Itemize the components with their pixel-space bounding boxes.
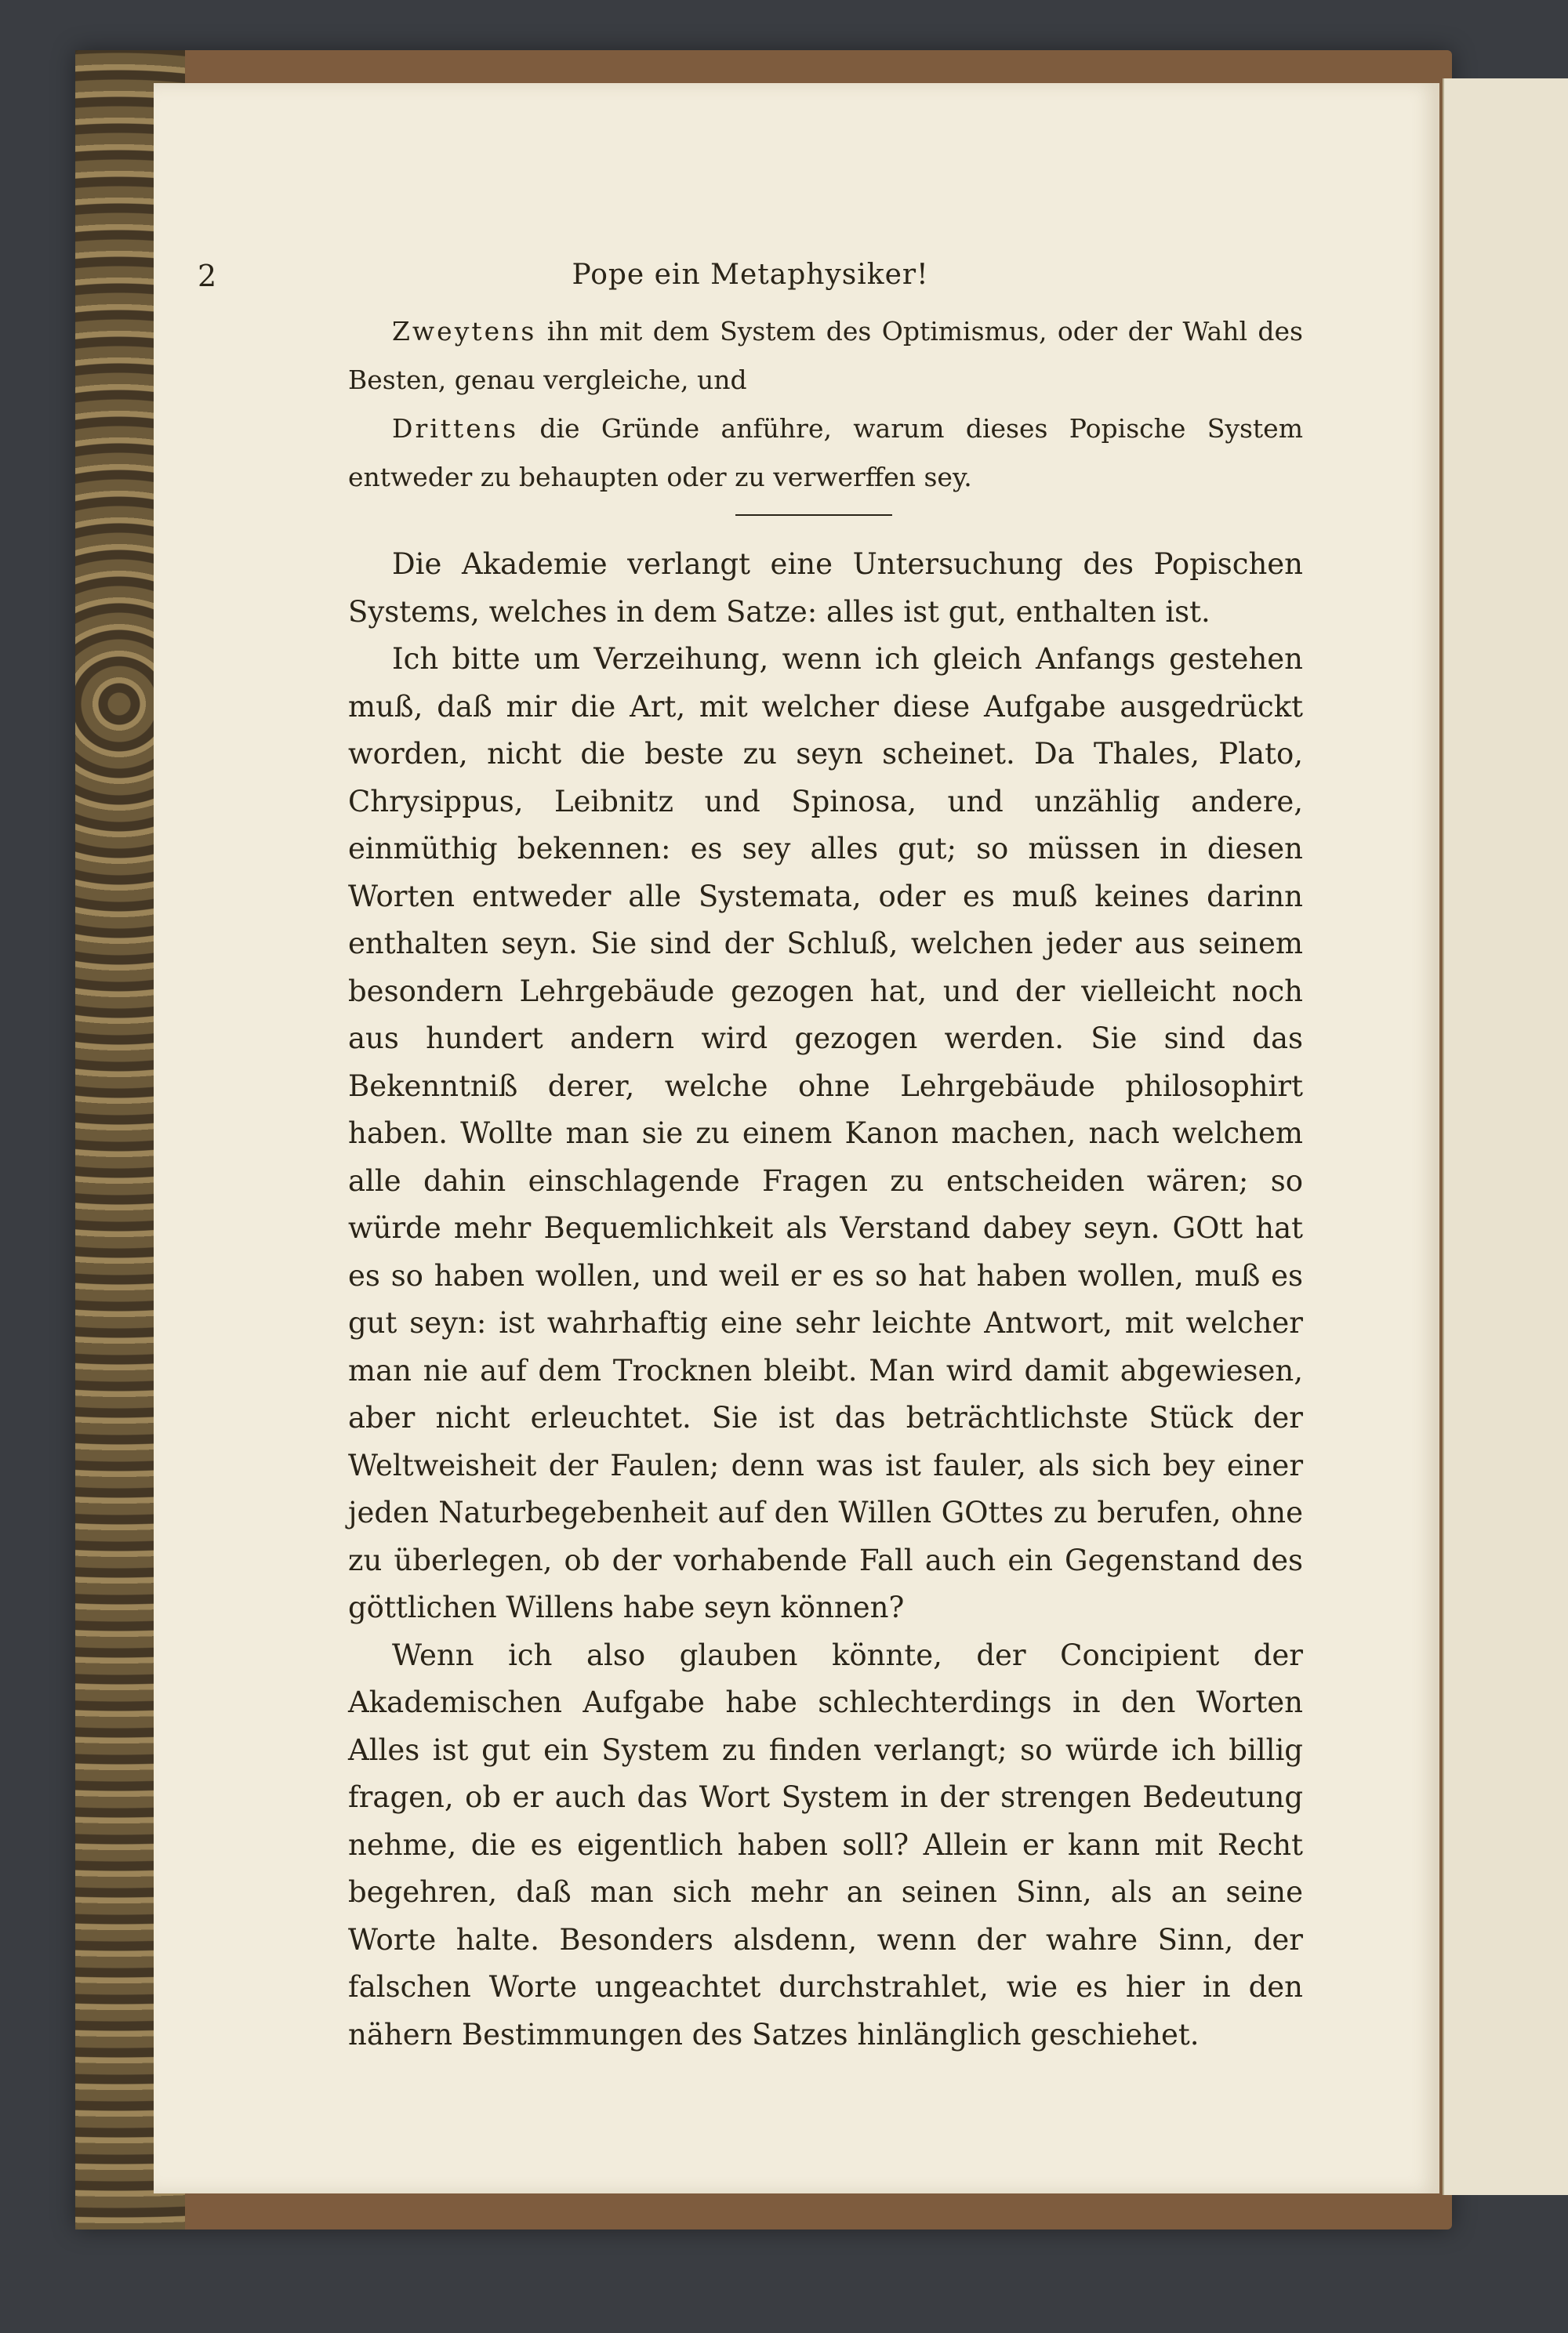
body-paragraph: Die Akademie verlangt eine Untersuchung des Popischen Systems, welches in dem Satze: alles ist gut, enthalten ist. — [348, 547, 1303, 629]
intro-block — [348, 307, 1303, 502]
section-divider — [735, 514, 892, 516]
page-number: 2 — [198, 259, 217, 293]
intro-lead: Zweytens — [392, 316, 537, 347]
running-head: Pope ein Metaphysiker! — [572, 259, 929, 291]
body-paragraph: Wenn ich also glauben könnte, der Concipient der Akademischen Aufgabe habe schlechterdings in den Worten Alles ist gut ein System zu finden verlangt; so würde ich billig fragen, ob er auch das Wort System in der strengen Bedeutung nehme, die es eigentlich haben soll? Allein er kann mit Recht begehren, daß man sich mehr an seinen Sinn, als an seine Worte halte. Besonders alsdenn, wenn der wahre Sinn, der falschen Worte ungeachtet durchstrahlet, wie es hier in den nähern Bestimmungen des Satzes hinlänglich geschiehet. — [348, 1638, 1303, 2052]
facing-page-edge — [1443, 78, 1568, 2195]
intro-paragraph — [348, 307, 1303, 405]
intro-lead: Drittens — [392, 413, 519, 444]
intro-text: ihn mit dem System des Optimismus, oder der Wahl des Besten, genau vergleiche, und — [348, 316, 1303, 395]
intro-paragraph — [348, 405, 1303, 502]
body-text — [348, 541, 1303, 2059]
body-paragraph: Ich bitte um Verzeihung, wenn ich gleich Anfangs gestehen muß, daß mir die Art, mit welcher diese Aufgabe ausgedrückt worden, nicht die beste zu seyn scheinet. Da Thales, Plato, Chrysippus, Leibnitz und Spinosa, und unzählig andere, einmüthig bekennen: es sey alles gut; so müssen in diesen Worten entweder alle Systemata, oder es muß keines darinn enthalten seyn. Sie sind der Schluß, welchen jeder aus seinem besondern Lehrgebäude gezogen hat, und der vielleicht noch aus hundert andern wird gezogen werden. Sie sind das Bekenntniß derer, welche ohne Lehrgebäude philosophirt haben. Wollte man sie zu einem Kanon machen, nach welchem alle dahin einschlagende Fragen zu entscheiden wären; so würde mehr Bequemlichkeit als Verstand dabey seyn. GOtt hat es so haben wollen, und weil er es so hat haben wollen, muß es gut seyn: ist wahrhaftig eine sehr leichte Antwort, mit welcher man nie auf dem Trocknen bleibt. Man wird damit abgewiesen, aber nicht erleuchtet. Sie ist das beträchtlichste Stück der Weltweisheit der Faulen; denn was ist fauler, als sich bey einer jeden Naturbegebenheit auf den Willen GOttes zu berufen, ohne zu überlegen, ob der vorhabende Fall auch ein Gegenstand des göttlichen Willens habe seyn können? — [348, 642, 1303, 1624]
intro-text: die Gründe anführe, warum dieses Popische System entweder zu behaupten oder zu verwerffen sey. — [348, 413, 1303, 492]
page-header — [198, 259, 1303, 298]
